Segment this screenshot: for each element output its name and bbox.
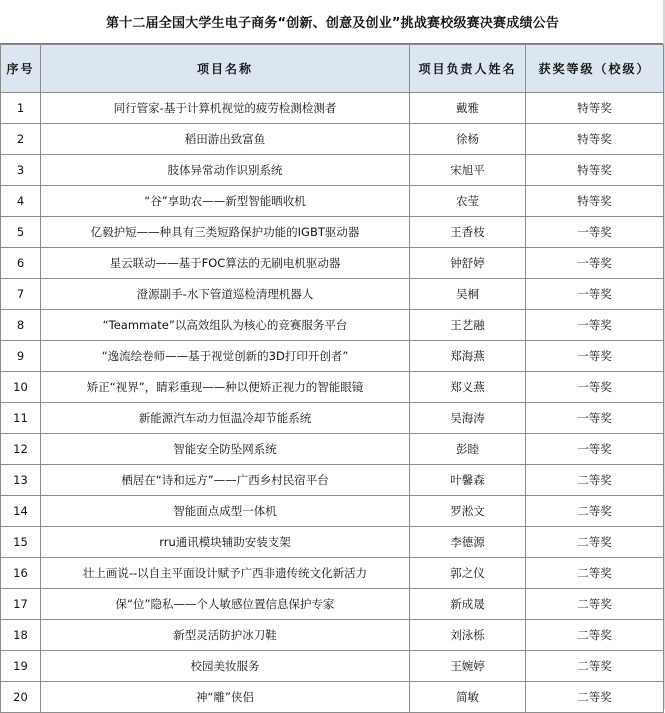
cell-project[interactable]: 亿毅护短——种具有三类短路保护功能的IGBT驱动器 [41,217,410,248]
cell-project[interactable]: 同行管家-基于计算机视觉的疲劳检测检测者 [41,93,410,124]
table-row [1,372,664,403]
cell-project[interactable]: 矫正“视界”，睛彩重现——种以便矫正视力的智能眼镜 [41,372,410,403]
cell-award[interactable]: 特等奖 [526,186,664,217]
cell-leader[interactable]: 李德源 [410,527,526,558]
cell-no[interactable]: 13 [1,465,41,496]
cell-project[interactable]: “谷”享助农——新型智能晒收机 [41,186,410,217]
cell-leader[interactable]: 王香枝 [410,217,526,248]
cell-leader[interactable]: 钟舒婷 [410,248,526,279]
cell-leader[interactable]: 农莹 [410,186,526,217]
cell-award[interactable]: 一等奖 [526,310,664,341]
cell-no[interactable]: 6 [1,248,41,279]
cell-leader[interactable]: 王婉婷 [410,651,526,682]
cell-no[interactable]: 18 [1,620,41,651]
cell-no[interactable]: 12 [1,434,41,465]
cell-no[interactable]: 9 [1,341,41,372]
table-row [1,124,664,155]
header-no[interactable]: 序号 [1,45,41,93]
cell-project[interactable]: 新型灵活防护冰刀鞋 [41,620,410,651]
cell-no[interactable]: 11 [1,403,41,434]
cell-no[interactable]: 10 [1,372,41,403]
cell-project[interactable]: 智能面点成型一体机 [41,496,410,527]
cell-project[interactable]: 校园美妆服务 [41,651,410,682]
header-award[interactable]: 获奖等级（校级） [526,45,664,93]
table-row [1,527,664,558]
cell-award[interactable]: 一等奖 [526,434,664,465]
cell-no[interactable]: 20 [1,682,41,713]
table-row [1,186,664,217]
header-row [1,45,664,93]
cell-project[interactable]: 澄源副手-水下管道巡检清理机器人 [41,279,410,310]
cell-award[interactable]: 一等奖 [526,403,664,434]
cell-leader[interactable]: 彭睦 [410,434,526,465]
cell-award[interactable]: 一等奖 [526,341,664,372]
cell-leader[interactable]: 郑海燕 [410,341,526,372]
table-row [1,341,664,372]
cell-project[interactable]: 栖居在“诗和远方”——广西乡村民宿平台 [41,465,410,496]
cell-project[interactable]: 神“雕”侠侣 [41,682,410,713]
cell-project[interactable]: 壮上画说--以自主平面设计赋予广西非遗传统文化新活力 [41,558,410,589]
table-row [1,93,664,124]
results-table [0,44,664,713]
cell-project[interactable]: 新能源汽车动力恒温冷却节能系统 [41,403,410,434]
cell-no[interactable]: 17 [1,589,41,620]
cell-award[interactable]: 二等奖 [526,527,664,558]
cell-no[interactable]: 14 [1,496,41,527]
cell-no[interactable]: 5 [1,217,41,248]
cell-leader[interactable]: 郭之仪 [410,558,526,589]
cell-award[interactable]: 一等奖 [526,372,664,403]
table-row [1,496,664,527]
cell-leader[interactable]: 吴桐 [410,279,526,310]
table-row [1,310,664,341]
cell-award[interactable]: 特等奖 [526,93,664,124]
cell-project[interactable]: rru通讯模块辅助安装支架 [41,527,410,558]
table-row [1,248,664,279]
cell-leader[interactable]: 叶馨森 [410,465,526,496]
cell-award[interactable]: 二等奖 [526,558,664,589]
cell-award[interactable]: 二等奖 [526,651,664,682]
table-row [1,651,664,682]
table-row [1,620,664,651]
cell-project[interactable]: “逸流绘卷师——基于视觉创新的3D打印开创者” [41,341,410,372]
cell-no[interactable]: 2 [1,124,41,155]
cell-leader[interactable]: 新成晟 [410,589,526,620]
page-title: 第十二届全国大学生电子商务“创新、创意及创业”挑战赛校级赛决赛成绩公告 [0,0,665,44]
cell-award[interactable]: 一等奖 [526,279,664,310]
cell-award[interactable]: 一等奖 [526,217,664,248]
cell-no[interactable]: 4 [1,186,41,217]
cell-project[interactable]: 保“位”隐私——个人敏感位置信息保护专家 [41,589,410,620]
table-row [1,558,664,589]
cell-project[interactable]: 稻田游出致富鱼 [41,124,410,155]
cell-award[interactable]: 二等奖 [526,682,664,713]
cell-award[interactable]: 二等奖 [526,496,664,527]
cell-leader[interactable]: 徐杨 [410,124,526,155]
cell-award[interactable]: 二等奖 [526,589,664,620]
cell-leader[interactable]: 郑义燕 [410,372,526,403]
table-row [1,155,664,186]
table-row [1,589,664,620]
cell-no[interactable]: 1 [1,93,41,124]
cell-no[interactable]: 3 [1,155,41,186]
cell-award[interactable]: 特等奖 [526,124,664,155]
cell-award[interactable]: 二等奖 [526,465,664,496]
cell-no[interactable]: 15 [1,527,41,558]
cell-leader[interactable]: 宋旭平 [410,155,526,186]
table-body [1,93,664,713]
cell-no[interactable]: 8 [1,310,41,341]
cell-leader[interactable]: 吴海涛 [410,403,526,434]
table-row [1,217,664,248]
cell-award[interactable]: 二等奖 [526,620,664,651]
cell-award[interactable]: 一等奖 [526,248,664,279]
cell-leader[interactable]: 罗淞文 [410,496,526,527]
header-project[interactable]: 项目名称 [41,45,410,93]
cell-no[interactable]: 19 [1,651,41,682]
cell-no[interactable]: 16 [1,558,41,589]
table-row [1,465,664,496]
cell-leader[interactable]: 戴雅 [410,93,526,124]
cell-project[interactable]: 星云联动——基于FOC算法的无刷电机驱动器 [41,248,410,279]
table-row [1,434,664,465]
cell-no[interactable]: 7 [1,279,41,310]
table-row [1,279,664,310]
cell-project[interactable]: 智能安全防坠网系统 [41,434,410,465]
table-row [1,403,664,434]
cell-leader[interactable]: 王艺融 [410,310,526,341]
cell-award[interactable]: 特等奖 [526,155,664,186]
cell-project[interactable]: 肢体异常动作识别系统 [41,155,410,186]
cell-project[interactable]: “Teammate”以高效组队为核心的竞赛服务平台 [41,310,410,341]
table-row [1,682,664,713]
header-leader[interactable]: 项目负责人姓名 [410,45,526,93]
cell-leader[interactable]: 刘泳栎 [410,620,526,651]
cell-leader[interactable]: 简敏 [410,682,526,713]
